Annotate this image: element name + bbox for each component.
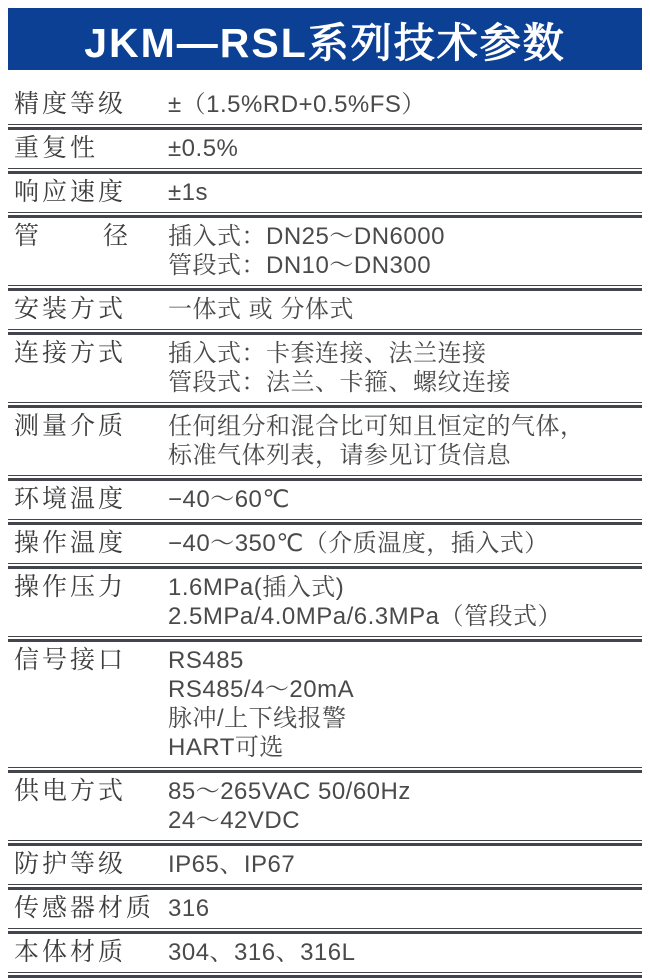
spec-label [8,222,168,251]
spec-row [8,934,642,972]
spec-value-line: 脉冲/上下线报警 [168,705,347,732]
spec-value-line: 插入式：卡套连接、法兰连接 [168,340,487,367]
spec-values [168,850,642,879]
spec-label: 本体材质 [14,938,127,966]
spec-label: 响应速度 [14,178,127,206]
spec-value-line: 2.5MPa/4.0MPa/6.3MPa（管段式） [168,603,562,630]
spec-value-line: 插入式：DN25～DN6000 [168,223,445,250]
spec-value-line: 316 [168,895,210,922]
spec-value-line: −40～350℃（介质温度，插入式） [168,530,549,557]
spec-row [8,525,642,563]
spec-label-spread: 管 径 [14,222,128,250]
spec-values [168,412,642,470]
spec-values [168,529,642,558]
spec-label: 安装方式 [14,295,127,323]
spec-label: 环境温度 [14,485,127,513]
spec-values [168,894,642,923]
spec-value-line: RS485/4～20mA [168,676,355,703]
spec-values [168,134,642,163]
page-title: JKM—RSL系列技术参数 [84,19,566,66]
spec-value-line: 一体式 或 分体式 [168,296,354,323]
spec-value-line: 任何组分和混合比可知且恒定的气体， [168,413,585,440]
spec-value-line: 304、316、316L [168,939,356,966]
spec-label: 防护等级 [14,850,127,878]
spec-row [8,642,642,767]
spec-label: 供电方式 [14,777,127,805]
spec-label: 操作压力 [14,573,127,601]
spec-value-line: 85～265VAC 50/60Hz [168,778,411,805]
spec-row [8,846,642,884]
spec-row [8,569,642,636]
spec-label: 信号接口 [14,646,127,674]
spec-values [168,90,642,119]
spec-label: 重复性 [14,134,99,162]
spec-row [8,335,642,402]
spec-value-line: 1.6MPa(插入式) [168,574,345,601]
spec-value-line: 24～42VDC [168,807,301,834]
spec-value-line: HART可选 [168,734,284,761]
spec-values [168,573,642,631]
spec-row [8,481,642,519]
spec-values [168,646,642,762]
spec-value-line: ±（1.5%RD+0.5%FS） [168,91,426,118]
spec-value-line: ±1s [168,179,209,206]
spec-value-line: 标准气体列表，请参见订货信息 [168,442,511,469]
spec-row [8,218,642,285]
spec-row [8,773,642,840]
spec-value-line: RS485 [168,647,244,674]
spec-values [168,178,642,207]
spec-row [8,890,642,928]
spec-values [168,295,642,324]
spec-value-line: 管段式：法兰、卡箍、螺纹连接 [168,369,511,396]
spec-value-line: 管段式：DN10～DN300 [168,252,432,279]
spec-values [168,938,642,967]
spec-row [8,86,642,124]
spec-row [8,408,642,475]
spec-row [8,291,642,329]
spec-values [168,339,642,397]
spec-values [168,485,642,514]
spec-values [168,222,642,280]
spec-label: 测量介质 [14,412,127,440]
spec-row [8,174,642,212]
spec-row [8,130,642,168]
spec-label: 连接方式 [14,339,127,367]
row-divider [8,972,642,978]
spec-label: 精度等级 [14,90,127,118]
spec-value-line: −40～60℃ [168,486,290,513]
spec-values [168,777,642,835]
title-banner [8,8,642,70]
spec-label: 操作温度 [14,529,127,557]
spec-label: 传感器材质 [14,894,155,922]
spec-table [8,86,642,978]
spec-value-line: IP65、IP67 [168,851,296,878]
spec-value-line: ±0.5% [168,135,239,162]
